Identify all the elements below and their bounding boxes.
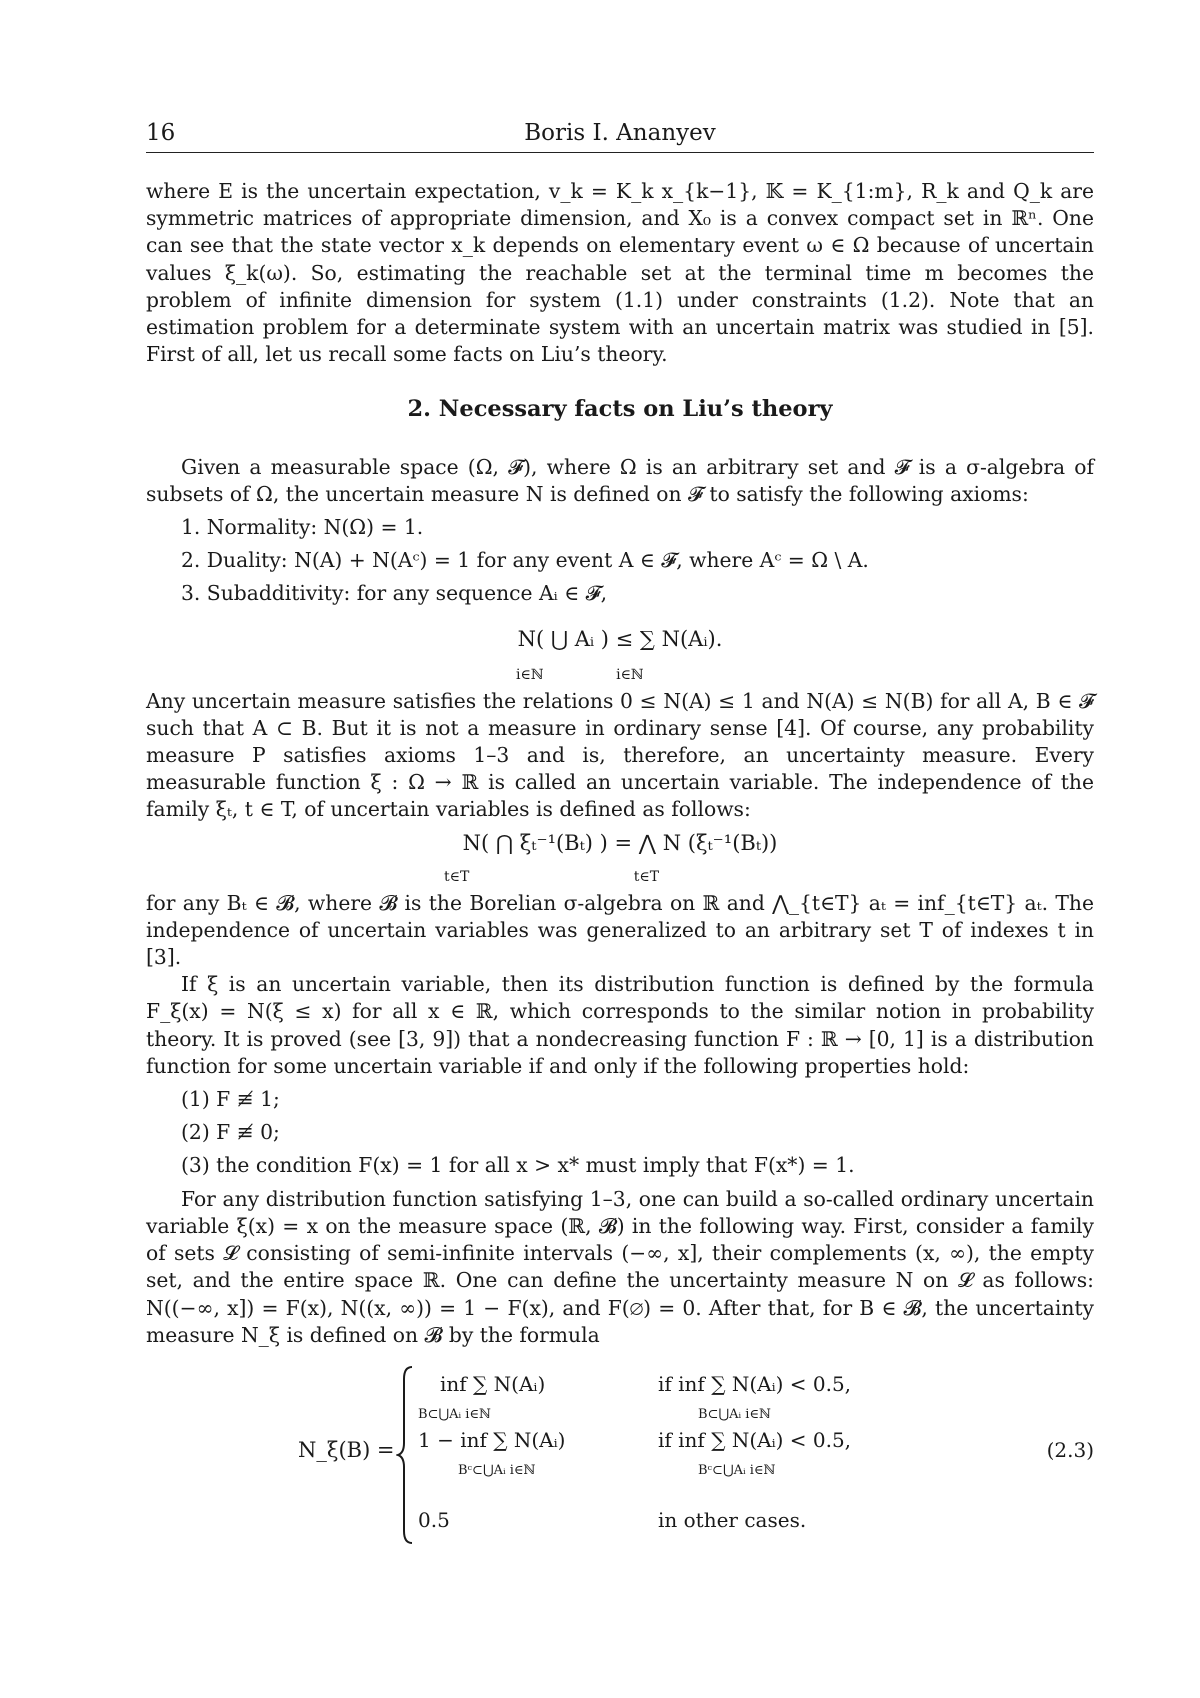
property-list xyxy=(181,1086,1094,1180)
condition-subscript: B⊂⋃Aᵢ i∈ℕ xyxy=(698,1407,771,1423)
left-brace-icon xyxy=(396,1365,416,1545)
equation-text: N( ⋃ Aᵢ ) ≤ ∑ N(Aᵢ). xyxy=(517,626,723,651)
equation-subscripts xyxy=(436,864,736,891)
equation-subadditivity xyxy=(146,614,1094,688)
axiom-list xyxy=(181,514,1094,608)
equation-subscript: i∈ℕ xyxy=(616,666,644,683)
case-expression: 0.5 xyxy=(418,1507,450,1532)
paragraph-measurable-space: Given a measurable space (Ω, 𝓕), where Ω is an arbitrary set and 𝓕 is a σ-algebra of subsets of Ω, the uncertain measure N is defined on 𝓕 to satisfy the following axioms: xyxy=(146,454,1094,506)
equation-text: N( ⋂ ξₜ⁻¹(Bₜ) ) = ⋀ N (ξₜ⁻¹(Bₜ)) xyxy=(462,830,778,855)
condition-expression: in other cases. xyxy=(658,1507,807,1532)
equation-lhs: N_ξ(B) = xyxy=(298,1437,395,1462)
paragraph-uncertain-measure: Any uncertain measure satisfies the relations 0 ≤ N(A) ≤ 1 and N(A) ≤ N(B) for all A, B ∈ 𝓕 such that A ⊂ B. But it is not a measure in ordinary sense [4]. Of course, any probability measure P satisfies axioms 1–3 and is, therefore, an uncertainty measure. Every measurable function ξ : Ω → ℝ is called an uncertain variable. The independence of the family ξₜ, t ∈ T, of uncertain variables is defined as follows: xyxy=(146,688,1094,822)
case-condition-1 xyxy=(658,1371,851,1425)
paragraph-ordinary-variable: For any distribution function satisfying 1–3, one can build a so-called ordinary uncertain variable ξ(x) = x on the measure space (ℝ, 𝓑) in the following way. First, consider a family of sets 𝓛 consisting of semi-infinite intervals (−∞, x], their complements (x, ∞), the empty set, and the entire space ℝ. One can define the uncertainty measure N on 𝓛 as follows: N((−∞, x]) = F(x), N((x, ∞)) = 1 − F(x), and F(∅) = 0. After that, for B ∈ 𝓑, the uncertainty measure N_ξ is defined on 𝓑 by the formula xyxy=(146,1186,1094,1347)
property-item: (1) F ≢ 1; xyxy=(181,1087,280,1112)
equation-subscript: t∈T xyxy=(444,868,470,885)
case-row-3 xyxy=(418,1507,450,1534)
equation-2-3 xyxy=(146,1365,1094,1555)
axiom-item: 2. Duality: N(A) + N(Aᶜ) = 1 for any event A ∈ 𝓕, where Aᶜ = Ω \ A. xyxy=(181,548,869,573)
equation-subscripts xyxy=(506,662,736,689)
axiom-item: 3. Subadditivity: for any sequence Aᵢ ∈ 𝓕, xyxy=(181,581,608,606)
case-row-1 xyxy=(418,1371,545,1425)
case-row-2 xyxy=(418,1427,565,1481)
case-expression: 1 − inf ∑ N(Aᵢ) xyxy=(418,1427,566,1452)
axiom-item: 1. Normality: N(Ω) = 1. xyxy=(181,515,424,540)
condition-expression: if inf ∑ N(Aᵢ) < 0.5, xyxy=(658,1371,852,1396)
equation-number: (2.3) xyxy=(1046,1437,1094,1462)
case-condition-3 xyxy=(658,1507,806,1534)
equation-subscript: i∈ℕ xyxy=(516,666,544,683)
paragraph-borelian: for any Bₜ ∈ 𝓑, where 𝓑 is the Borelian σ-algebra on ℝ and ⋀_{t∈T} aₜ = inf_{t∈T} aₜ. The independence of uncertain variables was generalized to an arbitrary set T of indexes t in [3]. xyxy=(146,890,1094,970)
case-expression: inf ∑ N(Aᵢ) xyxy=(440,1371,546,1396)
page-body xyxy=(146,178,1094,1555)
equation-independence xyxy=(146,824,1094,890)
page-number: 16 xyxy=(146,120,176,146)
running-header xyxy=(146,116,1094,153)
paragraph-intro: where E is the uncertain expectation, v_k = K_k x_{k−1}, 𝕂 = K_{1:m}, R_k and Q_k are symmetric matrices of appropriate dimension, and X₀ is a convex compact set in ℝⁿ. One can see that the state vector x_k depends on elementary event ω ∈ Ω because of uncertain values ξ_k(ω). So, estimating the reachable set at the terminal time m becomes the problem of infinite dimension for system (1.1) under constraints (1.2). Note that an estimation problem for a determinate system with an uncertain matrix was studied in [5]. First of all, let us recall some facts on Liu’s theory. xyxy=(146,179,1094,367)
property-item: (3) the condition F(x) = 1 for all x > x* must imply that F(x*) = 1. xyxy=(181,1153,855,1178)
section-heading: 2. Necessary facts on Liu’s theory xyxy=(407,396,833,423)
property-item: (2) F ≢ 0; xyxy=(181,1120,280,1145)
running-author: Boris I. Ananyev xyxy=(524,120,716,146)
case-condition-2 xyxy=(658,1427,851,1481)
condition-subscript: Bᶜ⊂⋃Aᵢ i∈ℕ xyxy=(698,1463,776,1479)
condition-expression: if inf ∑ N(Aᵢ) < 0.5, xyxy=(658,1427,852,1452)
case-subscript: B⊂⋃Aᵢ i∈ℕ xyxy=(418,1407,491,1423)
paragraph-distribution: If ξ is an uncertain variable, then its distribution function is defined by the formula F_ξ(x) = N(ξ ≤ x) for all x ∈ ℝ, which corresponds to the similar notion in probability theory. It is proved (see [3, 9]) that a nondecreasing function F : ℝ → [0, 1] is a distribution function for some uncertain variable if and only if the following properties hold: xyxy=(146,972,1094,1078)
equation-subscript: t∈T xyxy=(633,868,660,885)
case-subscript: Bᶜ⊂⋃Aᵢ i∈ℕ xyxy=(458,1463,536,1479)
